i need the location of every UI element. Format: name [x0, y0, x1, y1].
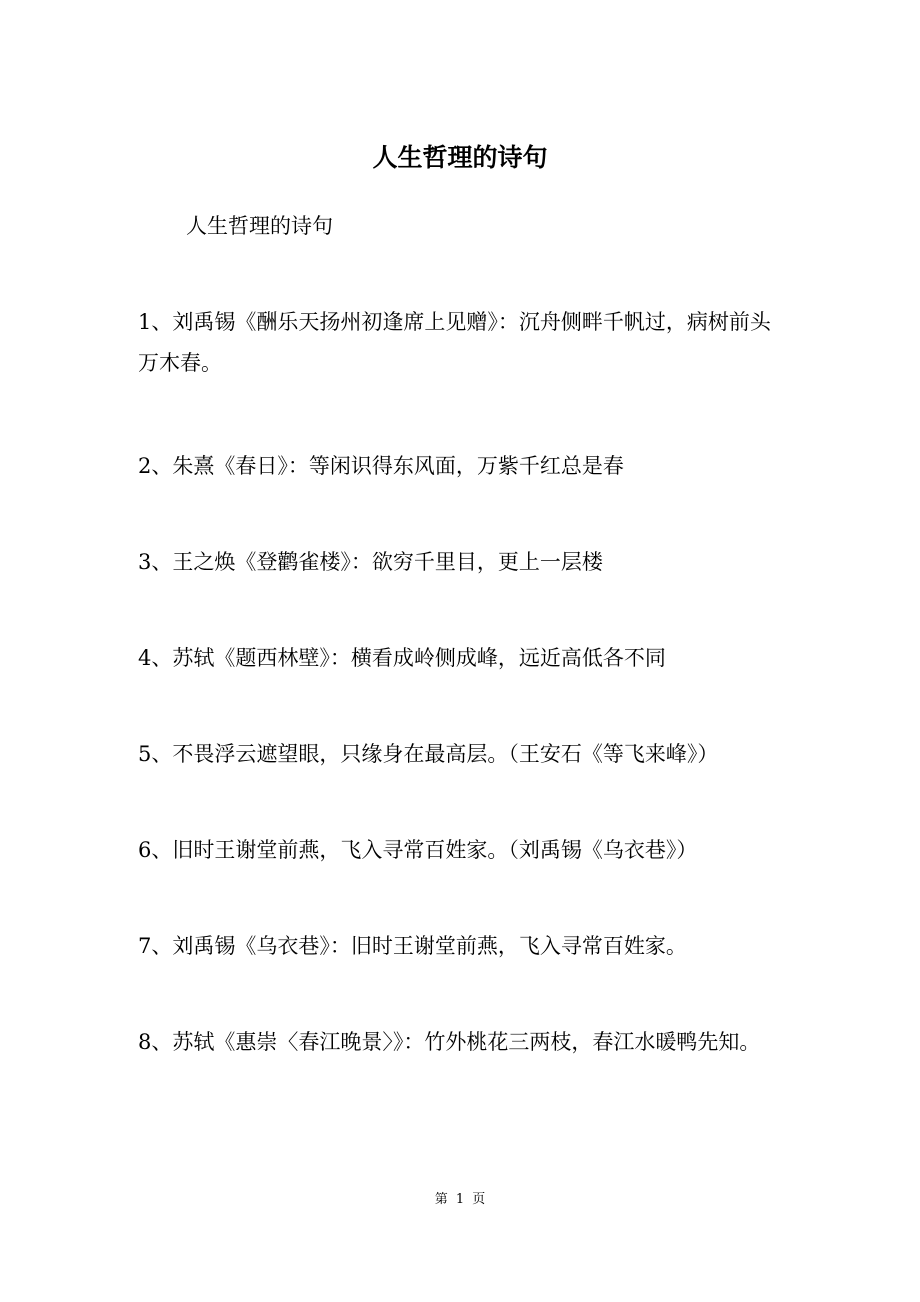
poem-item-3: 3、王之焕《登鹳雀楼》：欲穷千里目，更上一层楼: [138, 550, 603, 574]
poem-item-5: 5、不畏浮云遮望眼，只缘身在最高层。（王安石《等飞来峰》）: [138, 742, 719, 766]
document-subtitle: 人生哲理的诗句: [186, 214, 333, 238]
poem-item-1: 1、刘禹锡《酬乐天扬州初逢席上见赠》：沉舟侧畔千帆过，病树前头万木春。: [138, 310, 771, 375]
poem-item-6: 6、旧时王谢堂前燕，飞入寻常百姓家。（刘禹锡《乌衣巷》）: [138, 838, 698, 862]
footer-prefix: 第: [434, 1192, 448, 1207]
page-footer: [0, 1190, 920, 1210]
poem-item-2: 2、朱熹《春日》：等闲识得东风面，万紫千红总是春: [138, 454, 624, 478]
footer-suffix: 页: [472, 1192, 486, 1207]
page-number: 1: [455, 1192, 465, 1207]
page-title: 人生哲理的诗句: [372, 143, 548, 172]
poem-item-8: 8、苏轼《惠崇〈春江晚景〉》：竹外桃花三两枝，春江水暖鸭先知。: [138, 1030, 761, 1054]
poem-item-7: 7、刘禹锡《乌衣巷》：旧时王谢堂前燕，飞入寻常百姓家。: [138, 934, 687, 958]
poem-item-4: 4、苏轼《题西林壁》：横看成岭侧成峰，远近高低各不同: [138, 646, 666, 670]
